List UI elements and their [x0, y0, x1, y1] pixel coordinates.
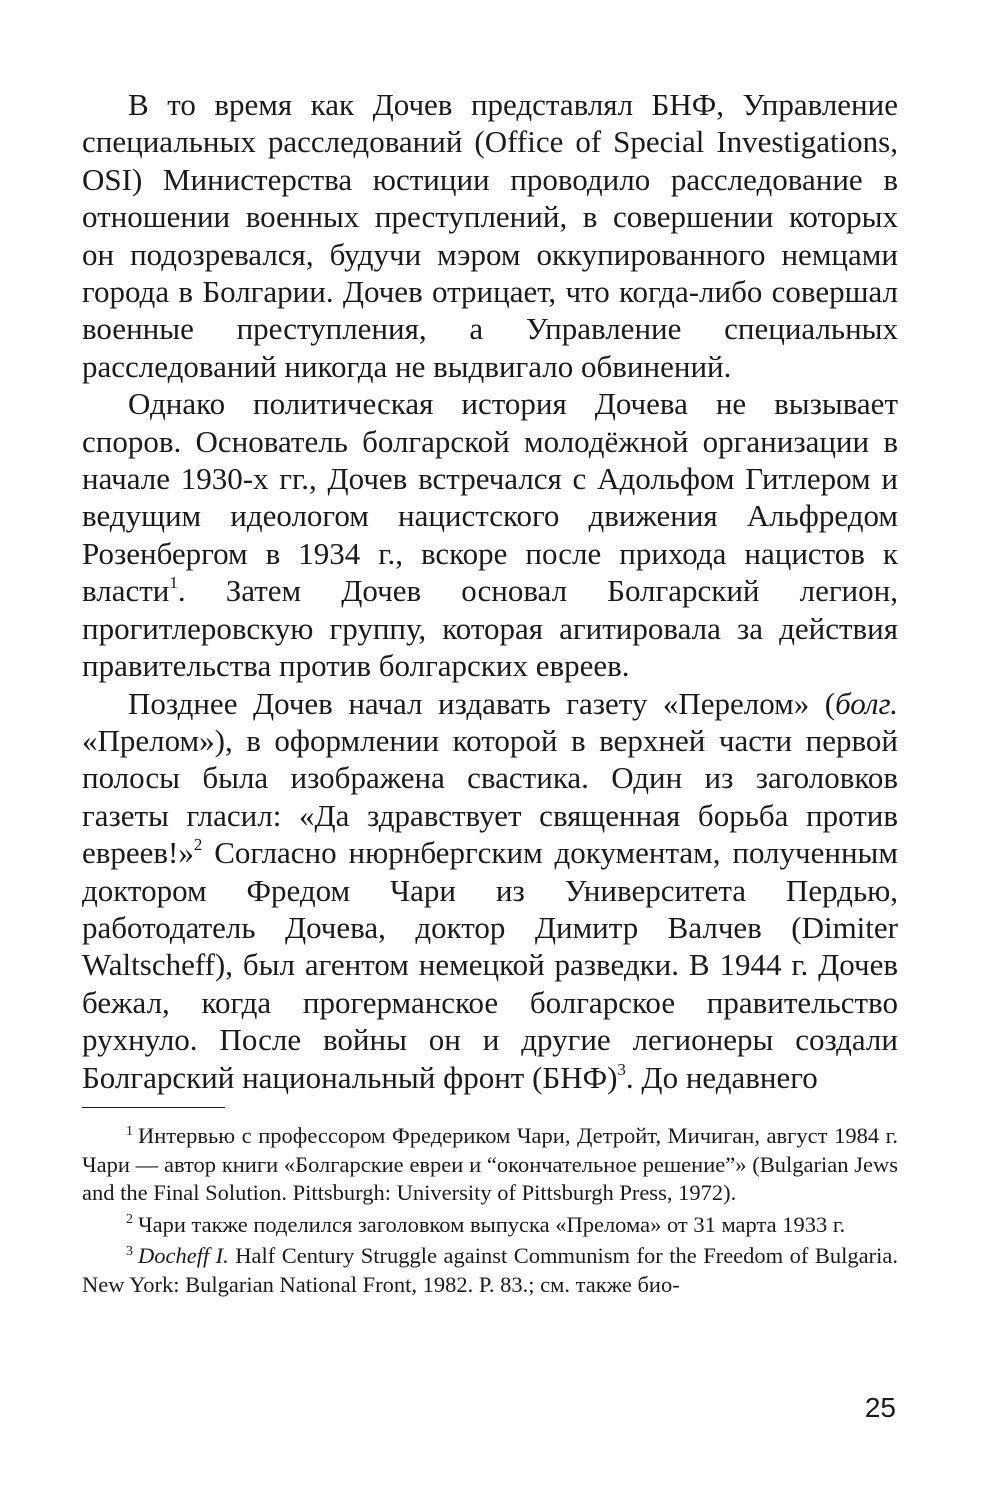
- footnote-text: Чари также поделился заголовком выпуска «Прелома» от 31 марта 1933 г.: [137, 1211, 846, 1237]
- paragraph-text: . Затем Дочев основал Болгарский легион, прогитлеровскую группу, которая агитировала за действия правительства против болгарских евреев.: [82, 573, 898, 684]
- footnote-3: [82, 1242, 898, 1299]
- footnote-ref-1[interactable]: 1: [169, 573, 178, 593]
- footnote-ref-3[interactable]: 3: [617, 1059, 626, 1079]
- footnotes: [82, 1122, 898, 1303]
- footnote-ref-2[interactable]: 2: [193, 835, 203, 855]
- paragraph-text: «Прелом»), в оформлении которой в верхней части первой полосы была изображена свастика. Один из заголовков газеты гласил: «Да здравствует священная борьба против евреев!»: [82, 722, 898, 871]
- footnote-2: [82, 1211, 898, 1240]
- paragraph-2: [82, 385, 898, 684]
- italic-abbreviation: болг.: [835, 685, 898, 721]
- paragraph-text: . До недавнего: [625, 1059, 818, 1095]
- main-text: [82, 86, 898, 1096]
- footnote-divider: [82, 1107, 225, 1108]
- page-number: 25: [864, 1392, 896, 1423]
- paragraph-3: [82, 685, 898, 1096]
- paragraph-text: Однако политическая история Дочева не вызывает споров. Основатель болгарской молодёжной организации в начале 1930-х гг., Дочев встречался с Адольфом Гитлером и ведущим идеологом нацистского движения Альфредом Розенбергом в 1934 г., вскоре после прихода нацистов к власти: [82, 386, 898, 609]
- paragraph-text: В то время как Дочев представлял БНФ, Управление специальных расследований (Office of Special Investigations, OSI) Министерства юстиции проводило расследование в отношении военных преступлений, в совершении которых он подозревался, будучи мэром оккупированного немцами города в Болгарии. Дочев отрицает, что когда-либо совершал военные преступления, а Управление специальных расследований никогда не выдвигало обвинений.: [82, 87, 898, 384]
- footnote-mark: 3: [126, 1244, 133, 1260]
- paragraph-1: [82, 86, 898, 385]
- footnote-text: Интервью с профессором Фредериком Чари, Детройт, Мичиган, август 1984 г. Чари — автор книги «Болгарские евреи и “окончательное решение”» (Bulgarian Jews and the Final Solution. Pittsburgh: University of Pittsburgh Press, 1972).: [82, 1123, 898, 1206]
- paragraph-text: Согласно нюрнбергским документам, полученным доктором Фредом Чари из Университета Пердью, работодатель Дочева, доктор Димитр Валчев (Dimiter Waltscheff), был агентом немецкой разведки. В 1944 г. Дочев бежал, когда прогерманское болгарское правительство рухнуло. После войны он и другие легионеры создали Болгарский национальный фронт (БНФ): [82, 835, 898, 1095]
- footnote-author: Docheff I.: [137, 1243, 229, 1269]
- footnote-mark: 2: [126, 1212, 133, 1228]
- footnote-1: [82, 1122, 898, 1208]
- footnote-text: Half Century Struggle against Communism for the Freedom of Bulgaria. New York: Bulgarian National Front, 1982. P. 83.; см. также био-: [82, 1243, 899, 1297]
- footnote-mark: 1: [126, 1123, 133, 1139]
- paragraph-text: Позднее Дочев начал издавать газету «Перелом» (: [128, 685, 836, 721]
